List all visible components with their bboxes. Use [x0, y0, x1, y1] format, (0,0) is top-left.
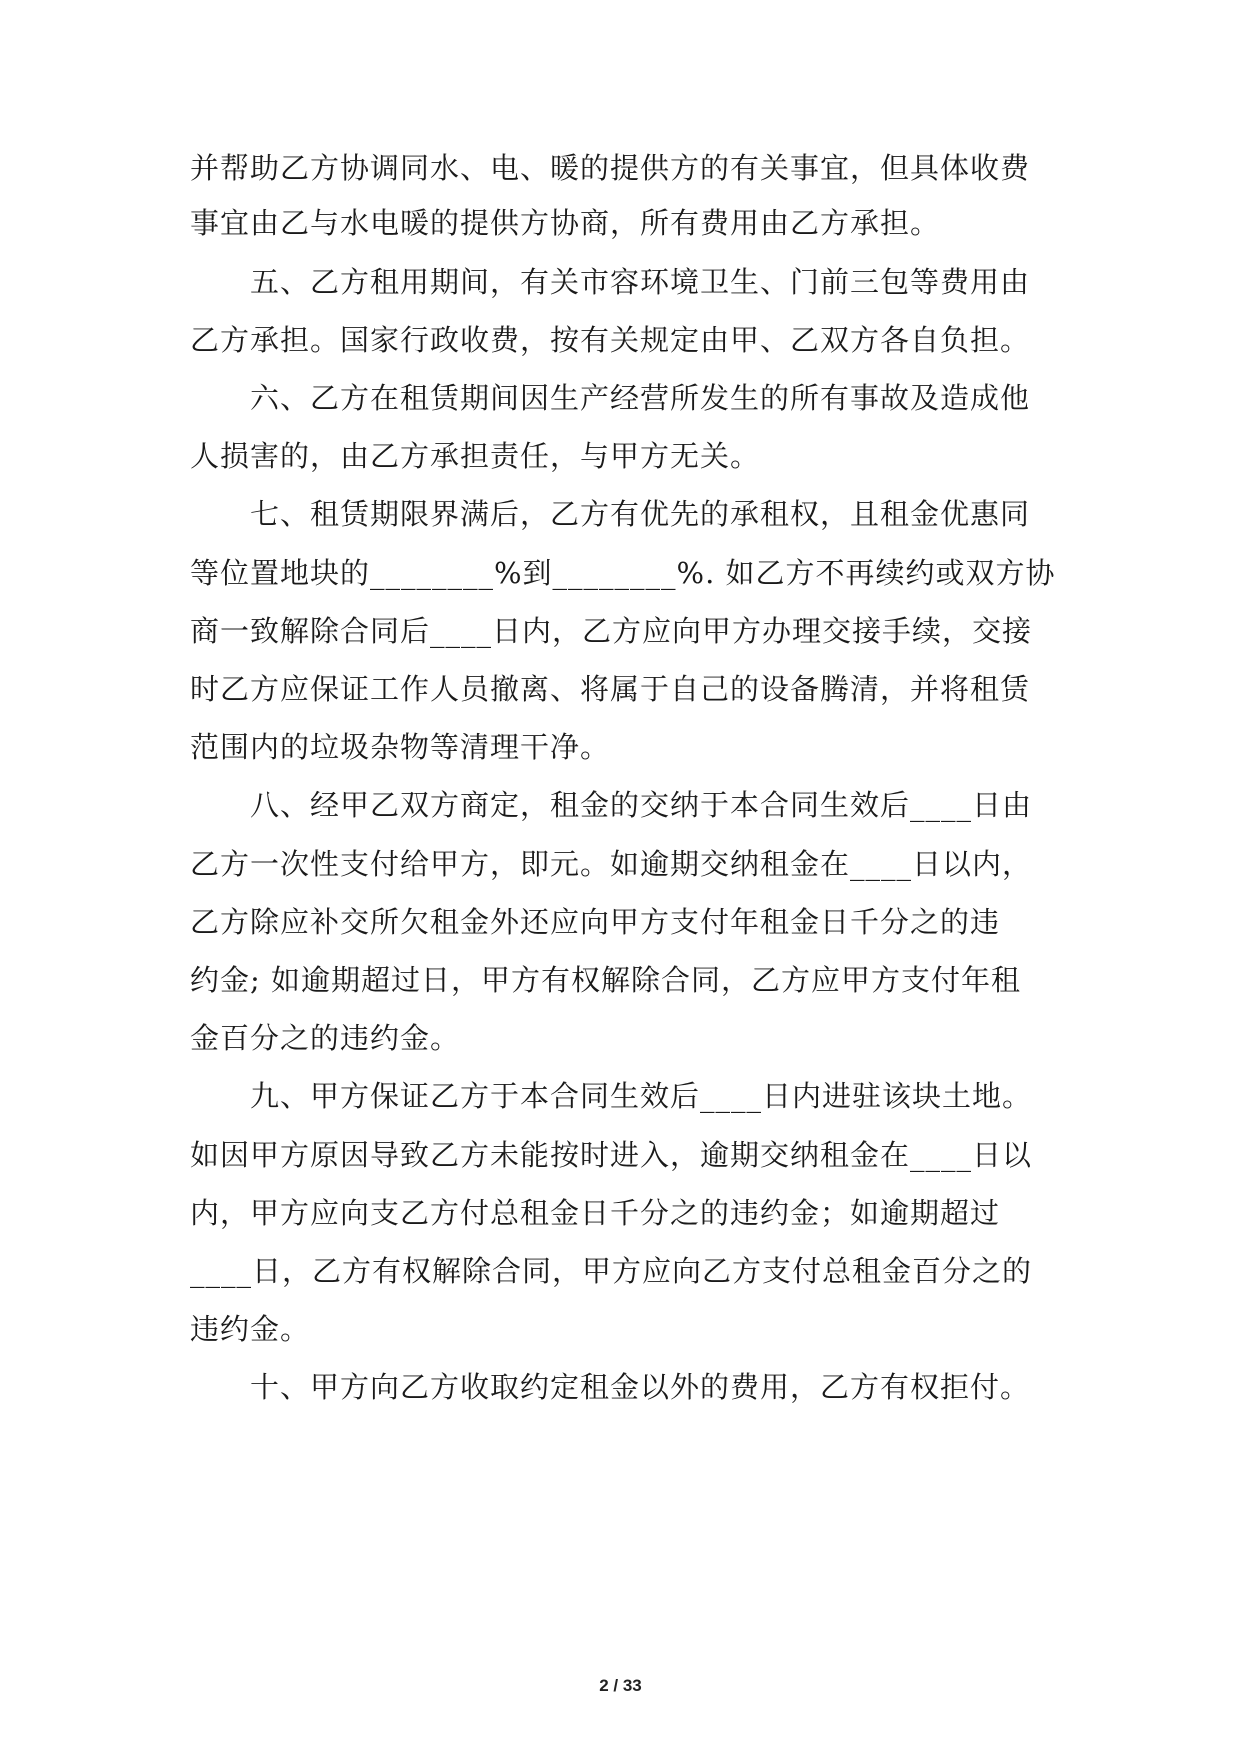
text-line: 范围内的垃圾杂物等清理干净。 — [190, 730, 611, 764]
text-line: 时乙方应保证工作人员撤离、将属于自己的设备腾清，并将租赁 — [190, 672, 1031, 706]
text-line: 约金; 如逾期超过日，甲方有权解除合同，乙方应甲方支付年租 — [190, 963, 1021, 997]
clause-9-line: 九、甲方保证乙方于本合同生效后____日内进驻该块土地。 — [250, 1079, 1033, 1113]
text-line: 违约金。 — [190, 1312, 311, 1346]
text-line: 人损害的，由乙方承担责任，与甲方无关。 — [190, 439, 761, 473]
clause-6-line: 六、乙方在租赁期间因生产经营所发生的所有事故及造成他 — [250, 381, 1031, 415]
text-line: 等位置地块的________%到________%. 如乙方不再续约或双方协 — [190, 556, 1056, 590]
clause-10-line: 十、甲方向乙方收取约定租金以外的费用，乙方有权拒付。 — [250, 1370, 1031, 1404]
text-line: 乙方承担。国家行政收费，按有关规定由甲、乙双方各自负担。 — [190, 323, 1031, 357]
text-line: 乙方一次性支付给甲方，即元。如逾期交纳租金在____日以内， — [190, 847, 1033, 881]
text-line: 如因甲方原因导致乙方未能按时进入，逾期交纳租金在____日以 — [190, 1138, 1033, 1172]
text-line: 事宜由乙与水电暖的提供方协商，所有费用由乙方承担。 — [190, 206, 941, 240]
text-line: 商一致解除合同后____日内，乙方应向甲方办理交接手续，交接 — [190, 614, 1033, 648]
page-number: 2 / 33 — [599, 1676, 642, 1695]
text-line: ____日，乙方有权解除合同，甲方应向乙方支付总租金百分之的 — [190, 1254, 1033, 1288]
text-line: 并帮助乙方协调同水、电、暖的提供方的有关事宜，但具体收费 — [190, 151, 1031, 185]
text-line: 内，甲方应向支乙方付总租金日千分之的违约金；如逾期超过 — [190, 1196, 1001, 1230]
text-line: 金百分之的违约金。 — [190, 1021, 461, 1055]
text-line: 乙方除应补交所欠租金外还应向甲方支付年租金日千分之的违 — [190, 905, 1001, 939]
clause-7-line: 七、租赁期限界满后，乙方有优先的承租权，且租金优惠同 — [250, 497, 1031, 531]
clause-8-line: 八、经甲乙双方商定，租金的交纳于本合同生效后____日由 — [250, 788, 1033, 822]
clause-5-line: 五、乙方租用期间，有关市容环境卫生、门前三包等费用由 — [250, 265, 1031, 299]
